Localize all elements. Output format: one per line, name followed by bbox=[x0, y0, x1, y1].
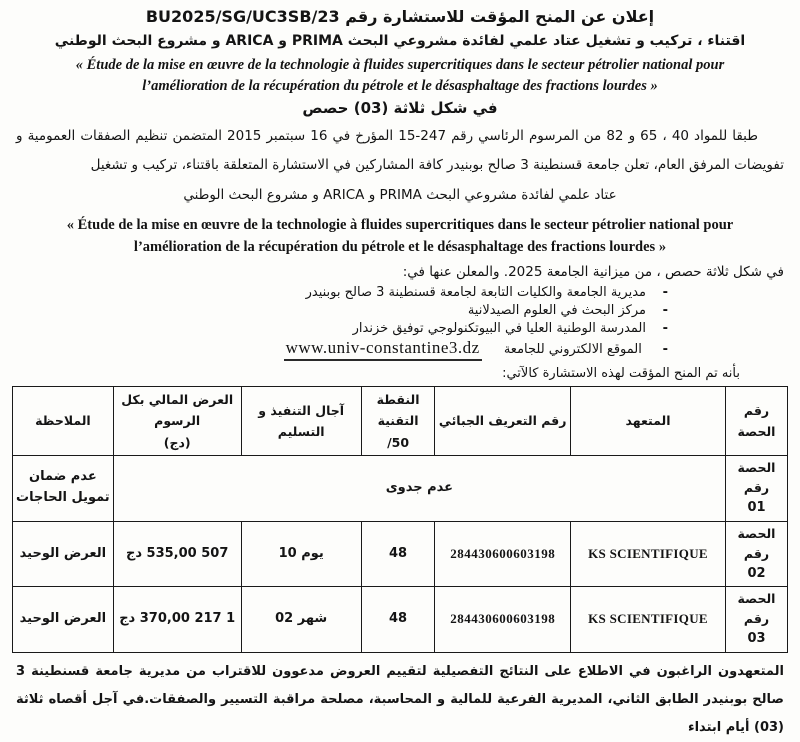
french-study-quote-bold: « Étude de la mise en œuvre de la technologie à fluides supercritiques dans le secteur pétrolier national pour l’amélioration de la récupération du pétrole et le désasphaltage des fractions lourdes » bbox=[66, 216, 734, 256]
technical-score-cell: 48 bbox=[361, 521, 435, 587]
contractor-cell: KS SCIENTIFIQUE bbox=[571, 587, 726, 653]
award-results-table bbox=[12, 386, 788, 653]
lot-number-header: رقم الحصة bbox=[726, 387, 788, 456]
financial-offer-cell: 1 217 370,00 دج bbox=[113, 587, 241, 653]
french-study-quote-italic: « Étude de la mise en œuvre de la technologie à fluides supercritiques dans le secteur pétrolier national pour l’amélioration de la récupération du pétrole et le désasphaltage des fractions lourdes » bbox=[75, 56, 725, 94]
lot-label: الحصة رقم bbox=[737, 591, 776, 627]
technical-score-header-denominator: /50 bbox=[387, 434, 410, 450]
tax-id-header: رقم التعريف الجبائي bbox=[435, 387, 571, 456]
financial-offer-header bbox=[113, 387, 241, 456]
website-url: www.univ-constantine3.dz bbox=[284, 339, 482, 361]
remark-cell: العرض الوحيد bbox=[13, 587, 114, 653]
contractor-header: المتعهد bbox=[571, 387, 726, 456]
publication-locations-list bbox=[12, 285, 788, 360]
lot-number-cell bbox=[726, 521, 788, 587]
lot-number-cell bbox=[726, 587, 788, 653]
technical-score-header bbox=[361, 387, 435, 456]
table-row-lot-02 bbox=[13, 521, 788, 587]
list-item-biotech-school: - المدرسة الوطنية العليا في البيوتكنولوجي توفيق خزندار bbox=[12, 321, 668, 338]
intro-paragraph: طبقا للمواد 40 ، 65 و 82 من المرسوم الرئاسي رقم 247-15 المؤرخ في 16 سبتمبر 2015 المتضمن تنظيم الصفقات العمومية و تفويضات المرفق العام، تعلن جامعة قسنطينة 3 صالح بوبنيدر كافة المشاركين في الاستشارة المتعلقة باقتناء، تركيب و تشغيل bbox=[16, 127, 784, 174]
financial-offer-cell: 507 535,00 دج bbox=[113, 521, 241, 587]
delivery-delay-cell: 10 يوم bbox=[241, 521, 361, 587]
delivery-delay-cell: 02 شهر bbox=[241, 587, 361, 653]
financial-offer-header-label: العرض المالي بكل الرسوم bbox=[121, 392, 234, 429]
consultation-title: إعلان عن المنح المؤقت للاستشارة رقم BU2025/SG/UC3SB/23 bbox=[145, 7, 655, 26]
financial-offer-header-currency: (دج) bbox=[163, 434, 191, 450]
table-row-lot-01 bbox=[13, 455, 788, 521]
list-item-university-directorate: - مديرية الجامعة والكليات التابعة لجامعة قسنطينة 3 صالح بوبنيدر bbox=[12, 285, 668, 302]
technical-score-header-label: النقطة التقنية bbox=[376, 392, 420, 429]
lot-label: الحصة رقم bbox=[737, 525, 776, 561]
lot-number: 03 bbox=[747, 631, 766, 647]
lot-number-cell bbox=[726, 455, 788, 521]
remark-header: الملاحظة bbox=[13, 387, 114, 456]
lot-number: 01 bbox=[747, 499, 766, 515]
lot-number: 02 bbox=[747, 565, 766, 581]
delivery-delay-header: آجال التنفيذ و التسليم bbox=[241, 387, 361, 456]
website-label: الموقع الالكتروني للجامعة bbox=[503, 341, 642, 357]
no-award-merged-cell: عدم جدوى bbox=[113, 455, 725, 521]
lot-label: الحصة رقم bbox=[737, 459, 776, 495]
table-header-row bbox=[13, 387, 788, 456]
notice-header bbox=[12, 6, 788, 117]
technical-score-cell: 48 bbox=[361, 587, 435, 653]
table-row-lot-03 bbox=[13, 587, 788, 653]
lots-count-title: في شكل ثلاثة (03) حصص bbox=[302, 98, 498, 117]
subject-title: اقتناء ، تركيب و تشغيل عتاد علمي لفائدة مشروعي البحث PRIMA و ARICA و مشروع البحث الوطني bbox=[54, 32, 746, 49]
website-list-item bbox=[12, 339, 668, 361]
award-statement-line: بأنه تم المنح المؤقت لهذه الاستشارة كالآتي: bbox=[502, 365, 740, 381]
remark-cell: العرض الوحيد bbox=[13, 521, 114, 587]
tax-id-cell: 284430600603198 bbox=[435, 521, 571, 587]
budget-announcement-line: في شكل ثلاثة حصص ، من ميزانية الجامعة 2025. والمعلن عنها في: bbox=[402, 263, 784, 280]
intro-paragraph-tail: عتاد علمي لفائدة مشروعي البحث PRIMA و ARICA و مشروع البحث الوطني bbox=[183, 187, 617, 203]
remark-cell: عدم ضمان تمويل الحاجات bbox=[13, 455, 114, 521]
footer-note-paragraph: المتعهدون الراغبون في الاطلاع على النتائج التفصيلية لتقييم العروض مدعوون للاقتراب من مديرية جامعة قسنطينة 3 صالح بوبنيدر الطابق الثاني، المديرية الفرعية للمالية و المحاسبة، مصلحة مراقبة التسيير والصفقات.في آجل أقصاه ثلاثة (03) أيام ابتداء bbox=[16, 664, 784, 736]
list-item-pharma-research-center: - مركز البحث في العلوم الصيدلانية bbox=[12, 303, 668, 320]
tax-id-cell: 284430600603198 bbox=[435, 587, 571, 653]
contractor-cell: KS SCIENTIFIQUE bbox=[571, 521, 726, 587]
